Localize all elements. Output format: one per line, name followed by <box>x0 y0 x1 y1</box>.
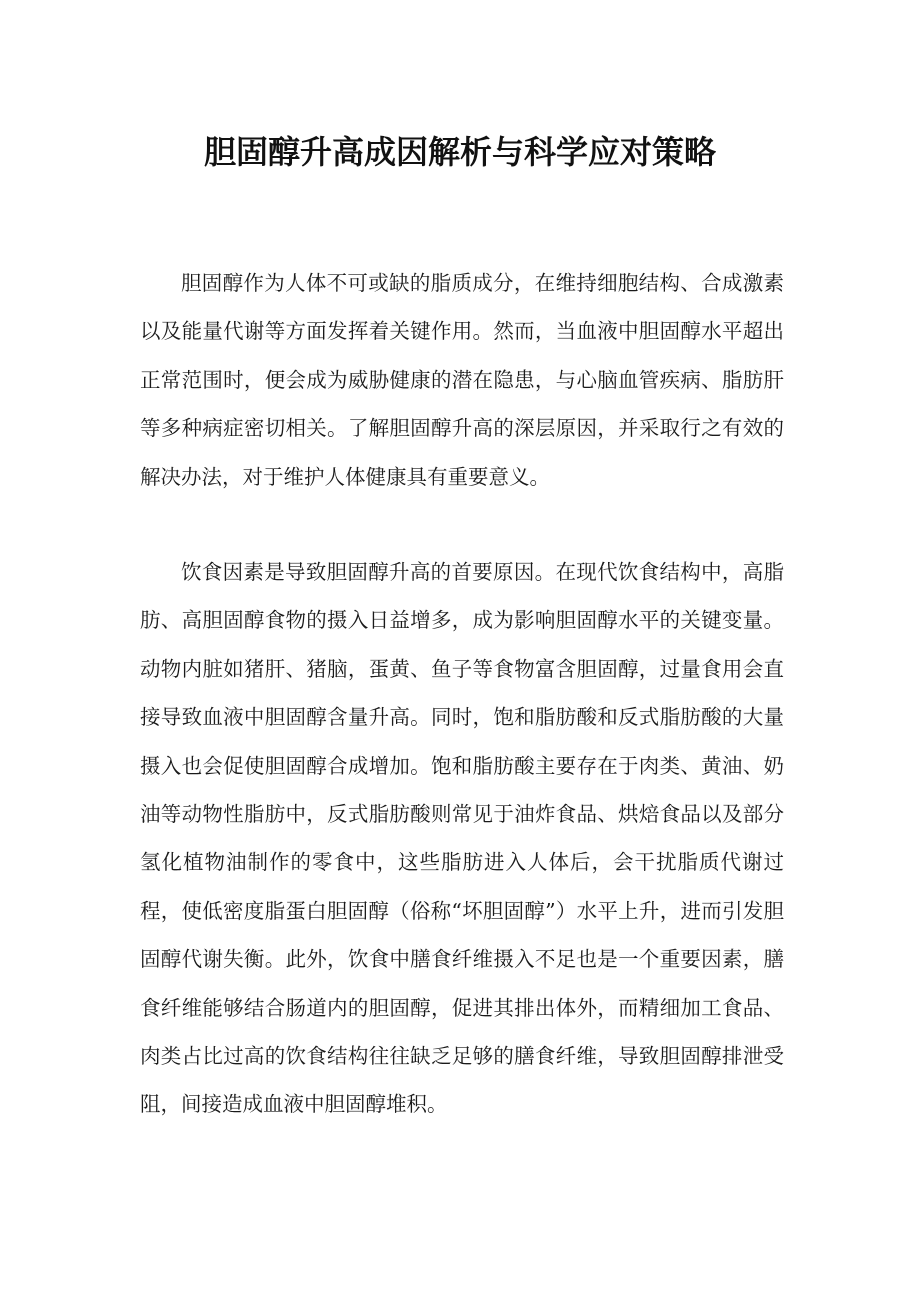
intro-paragraph: 胆固醇作为人体不可或缺的脂质成分，在维持细胞结构、合成激素以及能量代谢等方面发挥着关键作用。然而，当血液中胆固醇水平超出正常范围时，便会成为威胁健康的潜在隐患，与心脑血管疾病、脂肪肝等多种病症密切相关。了解胆固醇升高的深层原因，并采取行之有效的解决办法，对于维护人体健康具有重要意义。 <box>140 271 784 489</box>
document-title: 胆固醇升高成因解析与科学应对策略 <box>203 133 716 171</box>
diet-factor-paragraph: 饮食因素是导致胆固醇升高的首要原因。在现代饮食结构中，高脂肪、高胆固醇食物的摄入日益增多，成为影响胆固醇水平的关键变量。动物内脏如猪肝、猪脑，蛋黄、鱼子等食物富含胆固醇，过量食用会直接导致血液中胆固醇含量升高。同时，饱和脂肪酸和反式脂肪酸的大量摄入也会促使胆固醇合成增加。饱和脂肪酸主要存在于肉类、黄油、奶油等动物性脂肪中，反式脂肪酸则常见于油炸食品、烘焙食品以及部分氢化植物油制作的零食中，这些脂肪进入人体后，会干扰脂质代谢过程，使低密度脂蛋白胆固醇（俗称“坏胆固醇”）水平上升，进而引发胆固醇代谢失衡。此外，饮食中膳食纤维摄入不足也是一个重要因素，膳食纤维能够结合肠道内的胆固醇，促进其排出体外，而精细加工食品、肉类占比过高的饮食结构往往缺乏足够的膳食纤维，导致胆固醇排泄受阻，间接造成血液中胆固醇堆积。 <box>140 560 784 1117</box>
